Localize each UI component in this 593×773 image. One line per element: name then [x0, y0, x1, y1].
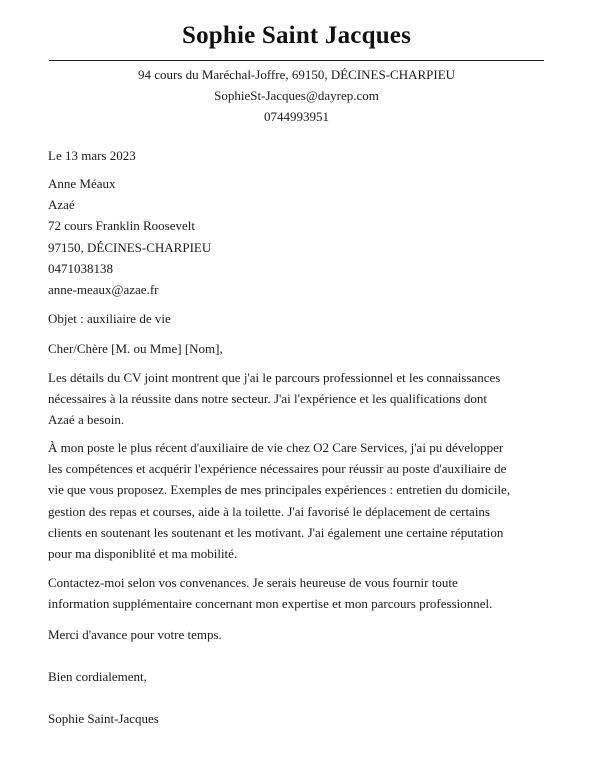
- paragraph-line: Contactez-moi selon vos convenances. Je serais heureuse de vous fournir toute: [48, 575, 458, 590]
- recipient-email: anne-meaux@azae.fr: [48, 282, 159, 298]
- paragraph-line: information supplémentaire concernant mon expertise et mon parcours professionnel.: [48, 596, 493, 612]
- paragraph-line: clients en soutenant les soutenant et les motivant. J'ai également une certaine réputation: [48, 524, 504, 540]
- paragraph-line: pour ma disponiblité et ma mobilité.: [48, 546, 238, 562]
- recipient-block: [48, 173, 548, 300]
- paragraph-line: vie que vous proposez. Exemples de mes principales expériences : entretien du domicile,: [48, 482, 511, 498]
- sender-phone: 0744993951: [264, 109, 329, 124]
- salutation-block: [48, 338, 548, 359]
- subject-block: [48, 308, 548, 329]
- closing-block: [48, 666, 548, 687]
- letter-closing: Bien cordialement,: [48, 669, 147, 684]
- recipient-city: 97150, DÉCINES-CHARPIEU: [48, 239, 212, 255]
- paragraph-line: les compétences et acquérir l'expérience nécessaires pour réussir au poste d'auxiliaire de: [48, 461, 507, 477]
- paragraph-line: nécessaires à la réussite dans notre secteur. J'ai l'expérience et les qualifications dont: [48, 391, 487, 407]
- letter-signature: Sophie Saint-Jacques: [48, 711, 159, 726]
- paragraph-2: [48, 437, 548, 564]
- paragraph-line: Azaé a besoin.: [48, 412, 125, 428]
- letter-date: Le 13 mars 2023: [48, 148, 136, 163]
- paragraph-line: gestion des repas et courses, aide à la toilette. J'ai favorisé le déplacement de certains: [48, 503, 490, 519]
- sender-name: Sophie Saint Jacques: [181, 22, 412, 49]
- paragraph-3: [48, 572, 548, 614]
- letter-subject: Objet : auxiliaire de vie: [48, 311, 171, 326]
- header-divider: [49, 60, 544, 61]
- sender-address: 94 cours du Maréchal-Joffre, 69150, DÉCINES-CHARPIEU: [137, 67, 456, 82]
- paragraph-line: Les détails du CV joint montrent que j'ai le parcours professionnel et les connaissances: [48, 370, 501, 385]
- sender-email: SophieSt-Jacques@dayrep.com: [214, 88, 379, 103]
- letter-salutation: Cher/Chère [M. ou Mme] [Nom],: [48, 341, 223, 356]
- recipient-phone: 0471038138: [48, 260, 113, 276]
- recipient-company: Azaé: [48, 197, 75, 213]
- recipient-name: Anne Méaux: [48, 176, 116, 191]
- recipient-street: 72 cours Franklin Roosevelt: [48, 218, 195, 234]
- paragraph-line: À mon poste le plus récent d'auxiliaire de vie chez O2 Care Services, j'ai pu développer: [48, 440, 504, 455]
- letter-date-block: [48, 145, 548, 166]
- letter-thanks: Merci d'avance pour votre temps.: [48, 627, 222, 642]
- thanks-block: [48, 624, 548, 645]
- paragraph-1: [48, 367, 548, 431]
- signature-block: [48, 708, 548, 729]
